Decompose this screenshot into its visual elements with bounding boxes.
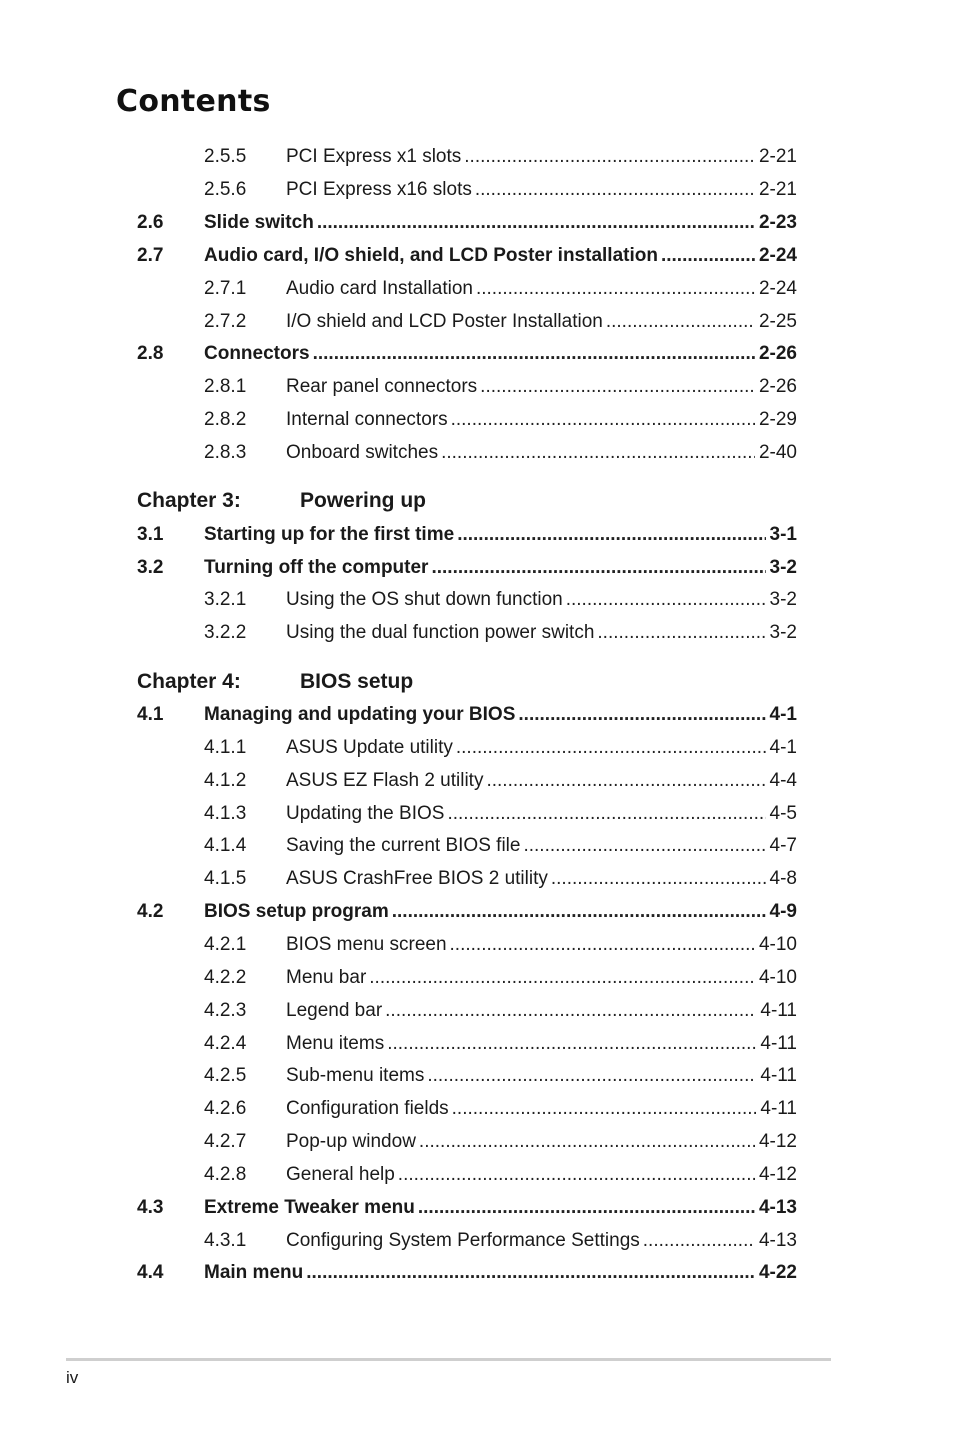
- dot-leader: [480, 370, 755, 403]
- toc-entry-number: 4.3: [137, 1196, 164, 1218]
- toc-entry[interactable]: [0, 731, 954, 764]
- toc-entry-page: 2-21: [758, 146, 797, 167]
- dot-leader: [451, 403, 755, 436]
- toc-entry[interactable]: [0, 829, 954, 862]
- toc-entry-number: 4.2.2: [204, 966, 247, 988]
- toc-entry-page: 4-7: [769, 835, 797, 857]
- toc-entry-number: 4.2.1: [204, 933, 247, 955]
- toc-entry[interactable]: [0, 1224, 954, 1257]
- toc-entry-title: PCI Express x16 slots: [286, 178, 472, 200]
- toc-entry-page: 4-1: [769, 736, 797, 758]
- toc-entry-page: 4-1: [769, 704, 797, 725]
- toc-entry-title: Audio card Installation: [286, 277, 473, 299]
- dot-leader: [606, 305, 755, 338]
- toc-entry-title: Rear panel connectors: [286, 376, 478, 398]
- toc-entry[interactable]: [0, 1027, 954, 1060]
- dot-leader: [566, 583, 766, 616]
- toc-entry[interactable]: [0, 272, 954, 305]
- toc-entry-title: Menu bar: [286, 966, 367, 988]
- toc-entry-title: Connectors: [204, 343, 310, 365]
- dot-leader: [441, 436, 755, 469]
- toc-entry-page: 4-11: [760, 1032, 797, 1054]
- toc-entry-number: 2.6: [137, 211, 164, 233]
- toc-entry-page: 2-25: [758, 310, 797, 332]
- dot-leader: [317, 206, 755, 239]
- dot-leader: [431, 551, 765, 584]
- dot-leader: [398, 1158, 755, 1191]
- toc-entry-title: BIOS menu screen: [286, 933, 447, 955]
- dot-leader: [450, 928, 755, 961]
- toc-entry-page: 2-24: [758, 277, 797, 299]
- toc-entry-page: 3-2: [769, 622, 797, 644]
- toc-entry[interactable]: [0, 1256, 954, 1289]
- toc-entry-title: Managing and updating your BIOS: [204, 704, 516, 725]
- toc-entry-number: 4.2: [137, 901, 164, 923]
- toc-entry[interactable]: [0, 862, 954, 895]
- toc-entry-number: 4.1.5: [204, 868, 247, 890]
- toc-entry-number: 4.1.3: [204, 802, 247, 824]
- toc-entry-number: 4.1: [137, 704, 164, 725]
- toc-entry-number: 4.1.1: [204, 736, 247, 758]
- chapter-label: Chapter 4:: [137, 670, 241, 693]
- toc-entry-title: ASUS Update utility: [286, 736, 453, 758]
- dot-leader: [419, 1125, 755, 1158]
- toc-entry-title: Turning off the computer: [204, 556, 429, 578]
- toc-entry-number: 2.8.3: [204, 442, 247, 464]
- chapter-title: BIOS setup: [300, 670, 414, 693]
- toc-entry[interactable]: [0, 928, 954, 961]
- toc-entry[interactable]: [0, 961, 954, 994]
- toc-entry[interactable]: [0, 698, 954, 731]
- dot-leader: [387, 1027, 756, 1060]
- toc-entry-page: 4-4: [769, 769, 797, 791]
- toc-entry-title: Configuring System Performance Settings: [286, 1229, 640, 1251]
- toc-entry-page: 4-22: [758, 1262, 797, 1284]
- dot-leader: [369, 961, 755, 994]
- toc-entry-page: 2-29: [758, 409, 797, 431]
- toc-entry[interactable]: [0, 1191, 954, 1224]
- page-title: Contents: [116, 84, 271, 119]
- toc-entry-title: I/O shield and LCD Poster Installation: [286, 310, 603, 332]
- toc-entry-page: 2-26: [758, 376, 797, 398]
- toc-entry-number: 3.2.2: [204, 622, 247, 644]
- toc-entry-title: Extreme Tweaker menu: [204, 1196, 415, 1218]
- toc-entry[interactable]: [0, 1125, 954, 1158]
- chapter-label: Chapter 3:: [137, 489, 241, 512]
- dot-leader: [427, 1059, 756, 1092]
- toc-entry[interactable]: [0, 764, 954, 797]
- toc-entry-page: 2-24: [758, 244, 797, 266]
- dot-leader: [452, 1092, 757, 1125]
- toc-entry-page: 4-8: [769, 868, 797, 890]
- toc-entry-title: Legend bar: [286, 999, 383, 1021]
- toc-entry-title: Audio card, I/O shield, and LCD Poster installation: [204, 244, 658, 266]
- toc-entry[interactable]: [0, 1059, 954, 1092]
- dot-leader: [597, 616, 765, 649]
- toc-entry-number: 4.2.3: [204, 999, 247, 1021]
- toc-entry-page: 2-40: [758, 442, 797, 464]
- toc-entry-title: Starting up for the first time: [204, 524, 455, 545]
- toc-entry-page: 3-2: [769, 556, 797, 578]
- dot-leader: [551, 862, 766, 895]
- toc-entry-page: 4-11: [760, 1098, 797, 1120]
- dot-leader: [464, 140, 755, 173]
- toc-entry-number: 4.2.7: [204, 1131, 247, 1153]
- dot-leader: [313, 337, 755, 370]
- dot-leader: [456, 731, 766, 764]
- toc-entry-title: Updating the BIOS: [286, 802, 445, 824]
- toc-entry-title: ASUS CrashFree BIOS 2 utility: [286, 868, 548, 890]
- dot-leader: [643, 1224, 755, 1257]
- toc-entry-title: Configuration fields: [286, 1098, 449, 1120]
- toc-entry[interactable]: [0, 206, 954, 239]
- toc-entry-number: 3.1: [137, 524, 164, 545]
- toc-entry-title: Using the OS shut down function: [286, 589, 563, 611]
- dot-leader: [457, 518, 765, 551]
- toc-entry-page: 2-23: [758, 211, 797, 233]
- toc-entry-number: 2.8.1: [204, 376, 247, 398]
- toc-entry-number: 4.1.2: [204, 769, 247, 791]
- dot-leader: [518, 698, 765, 731]
- toc-entry-page: 4-12: [758, 1163, 797, 1185]
- toc-entry-title: Saving the current BIOS file: [286, 835, 521, 857]
- toc-entry[interactable]: [0, 436, 954, 469]
- toc-entry[interactable]: [0, 797, 954, 830]
- toc-entry-number: 2.7: [137, 244, 164, 266]
- toc-entry[interactable]: [0, 403, 954, 436]
- toc-entry-title: Main menu: [204, 1262, 304, 1284]
- toc-entry-title: Sub-menu items: [286, 1065, 425, 1087]
- toc-entry-number: 4.2.5: [204, 1065, 247, 1087]
- toc-entry[interactable]: [0, 994, 954, 1027]
- toc-entry-number: 2.5.6: [204, 178, 247, 200]
- toc-entry[interactable]: [0, 173, 954, 206]
- toc-entry-number: 2.5.5: [204, 146, 247, 167]
- toc-entry[interactable]: [0, 1158, 954, 1191]
- toc-entry-page: 4-10: [758, 933, 797, 955]
- toc-entry-title: Slide switch: [204, 211, 314, 233]
- dot-leader: [523, 829, 765, 862]
- toc-entry-number: 2.7.2: [204, 310, 247, 332]
- toc-entry-page: 4-11: [760, 999, 797, 1021]
- toc-entry-title: Onboard switches: [286, 442, 439, 464]
- toc-entry[interactable]: [0, 1092, 954, 1125]
- toc-entry-number: 2.8: [137, 343, 164, 365]
- toc-entry-number: 3.2: [137, 556, 164, 578]
- dot-leader: [447, 797, 765, 830]
- toc-entry[interactable]: [0, 140, 954, 173]
- toc-entry[interactable]: [0, 895, 954, 928]
- toc-entry-title: Internal connectors: [286, 409, 448, 431]
- dot-leader: [306, 1256, 755, 1289]
- toc-entry-page: 4-10: [758, 966, 797, 988]
- toc-entry-page: 4-12: [758, 1131, 797, 1153]
- toc-entry[interactable]: [0, 583, 954, 616]
- toc-entry-page: 2-26: [758, 343, 797, 365]
- toc-entry-page: 4-5: [769, 802, 797, 824]
- toc-entry[interactable]: [0, 305, 954, 338]
- toc-entry[interactable]: [0, 518, 954, 551]
- toc-entry-title: Pop-up window: [286, 1131, 416, 1153]
- chapter-title: Powering up: [300, 489, 426, 512]
- dot-leader: [486, 764, 765, 797]
- toc-entry-number: 2.7.1: [204, 277, 247, 299]
- toc-entry[interactable]: [0, 337, 954, 370]
- dot-leader: [475, 173, 755, 206]
- toc-entry-title: General help: [286, 1163, 395, 1185]
- dot-leader: [476, 272, 755, 305]
- toc-entry[interactable]: [0, 551, 954, 584]
- toc-entry-number: 4.4: [137, 1262, 164, 1284]
- dot-leader: [392, 895, 766, 928]
- toc-entry-page: 3-2: [769, 589, 797, 611]
- toc-entry-page: 4-13: [758, 1196, 797, 1218]
- toc-entry[interactable]: [0, 616, 954, 649]
- dot-leader: [661, 239, 755, 272]
- dot-leader: [418, 1191, 755, 1224]
- toc-entry[interactable]: [0, 239, 954, 272]
- toc-entry-number: 4.3.1: [204, 1229, 247, 1251]
- toc-entry-number: 3.2.1: [204, 589, 247, 611]
- toc-entry[interactable]: [0, 370, 954, 403]
- toc-entry-page: 3-1: [769, 524, 797, 545]
- toc-entry-number: 4.2.4: [204, 1032, 247, 1054]
- toc-entry-title: Using the dual function power switch: [286, 622, 595, 644]
- toc-entry-number: 4.2.6: [204, 1098, 247, 1120]
- footer-divider: [66, 1358, 831, 1361]
- toc-entry-page: 4-13: [758, 1229, 797, 1251]
- toc-entry-title: ASUS EZ Flash 2 utility: [286, 769, 484, 791]
- toc-entry-title: Menu items: [286, 1032, 385, 1054]
- toc-entry-title: PCI Express x1 slots: [286, 146, 462, 167]
- dot-leader: [385, 994, 756, 1027]
- toc-entry-title: BIOS setup program: [204, 901, 389, 923]
- toc-entry-page: 2-21: [758, 178, 797, 200]
- chapter-heading-3: [0, 484, 954, 518]
- chapter-heading-4: [0, 665, 954, 699]
- toc-entry-page: 4-11: [760, 1065, 797, 1087]
- page-number: iv: [66, 1368, 79, 1387]
- toc-entry-number: 2.8.2: [204, 409, 247, 431]
- toc-entry-page: 4-9: [769, 901, 797, 923]
- toc-entry-number: 4.1.4: [204, 835, 247, 857]
- toc-entry-number: 4.2.8: [204, 1163, 247, 1185]
